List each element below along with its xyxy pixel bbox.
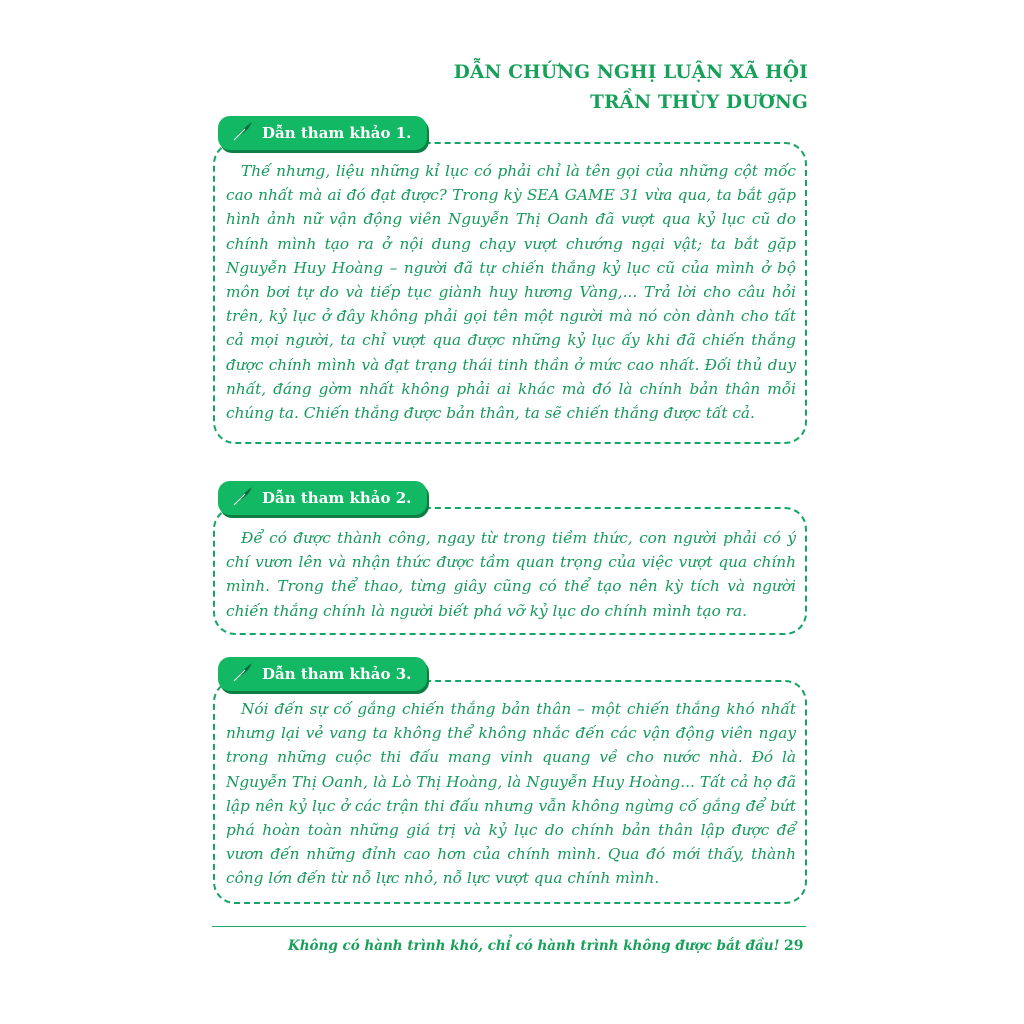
page-header xyxy=(454,58,808,118)
reference-tag-label-2: Dẫn tham khảo 2. xyxy=(262,489,412,507)
reference-text-3: Nói đến sự cố gắng chiến thắng bản thân – một chiến thắng khó nhất nhưng lại vẻ vang ta không thể không nhắc đến các vận động viên ngay trong những cuộc thi đấu mang vinh quang về cho nước nhà. Đó là Nguyễn Thị Oanh, là Lò Thị Hoàng, là Nguyễn Huy Hoàng... Tất cả họ đã lập nên kỷ lục ở các trận thi đấu nhưng vẫn không ngừng cố gắng để bứt phá hoàn toàn những giá trị và kỷ lục do chính bản thân lập được để vươn đến những đỉnh cao hơn của chính mình. Qua đó mới thấy, thành công lớn đến từ nỗ lực nhỏ, nỗ lực vượt qua chính mình. xyxy=(226,700,796,888)
footer-quote: Không có hành trình khó, chỉ có hành trình không được bắt đầu! xyxy=(288,938,780,954)
footer-divider xyxy=(212,926,806,927)
reference-text-1: Thế nhưng, liệu những kỉ lục có phải chỉ là tên gọi của những cột mốc cao nhất mà ai đó đạt được? Trong kỳ SEA GAME 31 vừa qua, ta bắt gặp hình ảnh nữ vận động viên Nguyễn Thị Oanh đã vượt qua kỷ lục cũ do chính mình tạo ra ở nội dung chạy vượt chướng ngại vật; ta bắt gặp Nguyễn Huy Hoàng – người đã tự chiến thắng kỷ lục cũ của mình ở bộ môn bơi tự do và tiếp tục giành huy hương Vàng,... Trả lời cho câu hỏi trên, kỷ lục ở đây không phải gọi tên một người mà nó còn dành cho tất cả mọi người, ta chỉ vượt qua được những kỷ lục ấy khi đã chiến thắng được chính mình và đạt trạng thái tinh thần ở mức cao nhất. Đối thủ duy nhất, đáng gờm nhất không phải ai khác mà đó là chính bản thân mỗi chúng ta. Chiến thắng được bản thân, ta sẽ chiến thắng được tất cả. xyxy=(226,162,796,423)
reference-tag-3 xyxy=(218,657,427,691)
reference-tag-2 xyxy=(218,481,427,515)
feather-quill-icon xyxy=(232,662,262,686)
book-title: DẪN CHỨNG NGHỊ LUẬN XÃ HỘI xyxy=(453,62,808,83)
feather-quill-icon xyxy=(232,121,262,145)
feather-quill-icon xyxy=(232,486,262,510)
reference-tag-1 xyxy=(218,116,427,150)
reference-tag-label-1: Dẫn tham khảo 1. xyxy=(262,124,412,142)
reference-text-2: Để có được thành công, ngay từ trong tiềm thức, con người phải có ý chí vươn lên và nhận thức được tầm quan trọng của việc vượt qua chính mình. Trong thể thao, từng giây cũng có thể tạo nên kỳ tích và người chiến thắng chính là người biết phá vỡ kỷ lục do chính mình tạo ra. xyxy=(226,529,796,620)
author-name: TRẦN THÙY DƯƠNG xyxy=(590,92,808,113)
page-number: 29 xyxy=(784,938,804,954)
reference-tag-label-3: Dẫn tham khảo 3. xyxy=(262,665,412,683)
